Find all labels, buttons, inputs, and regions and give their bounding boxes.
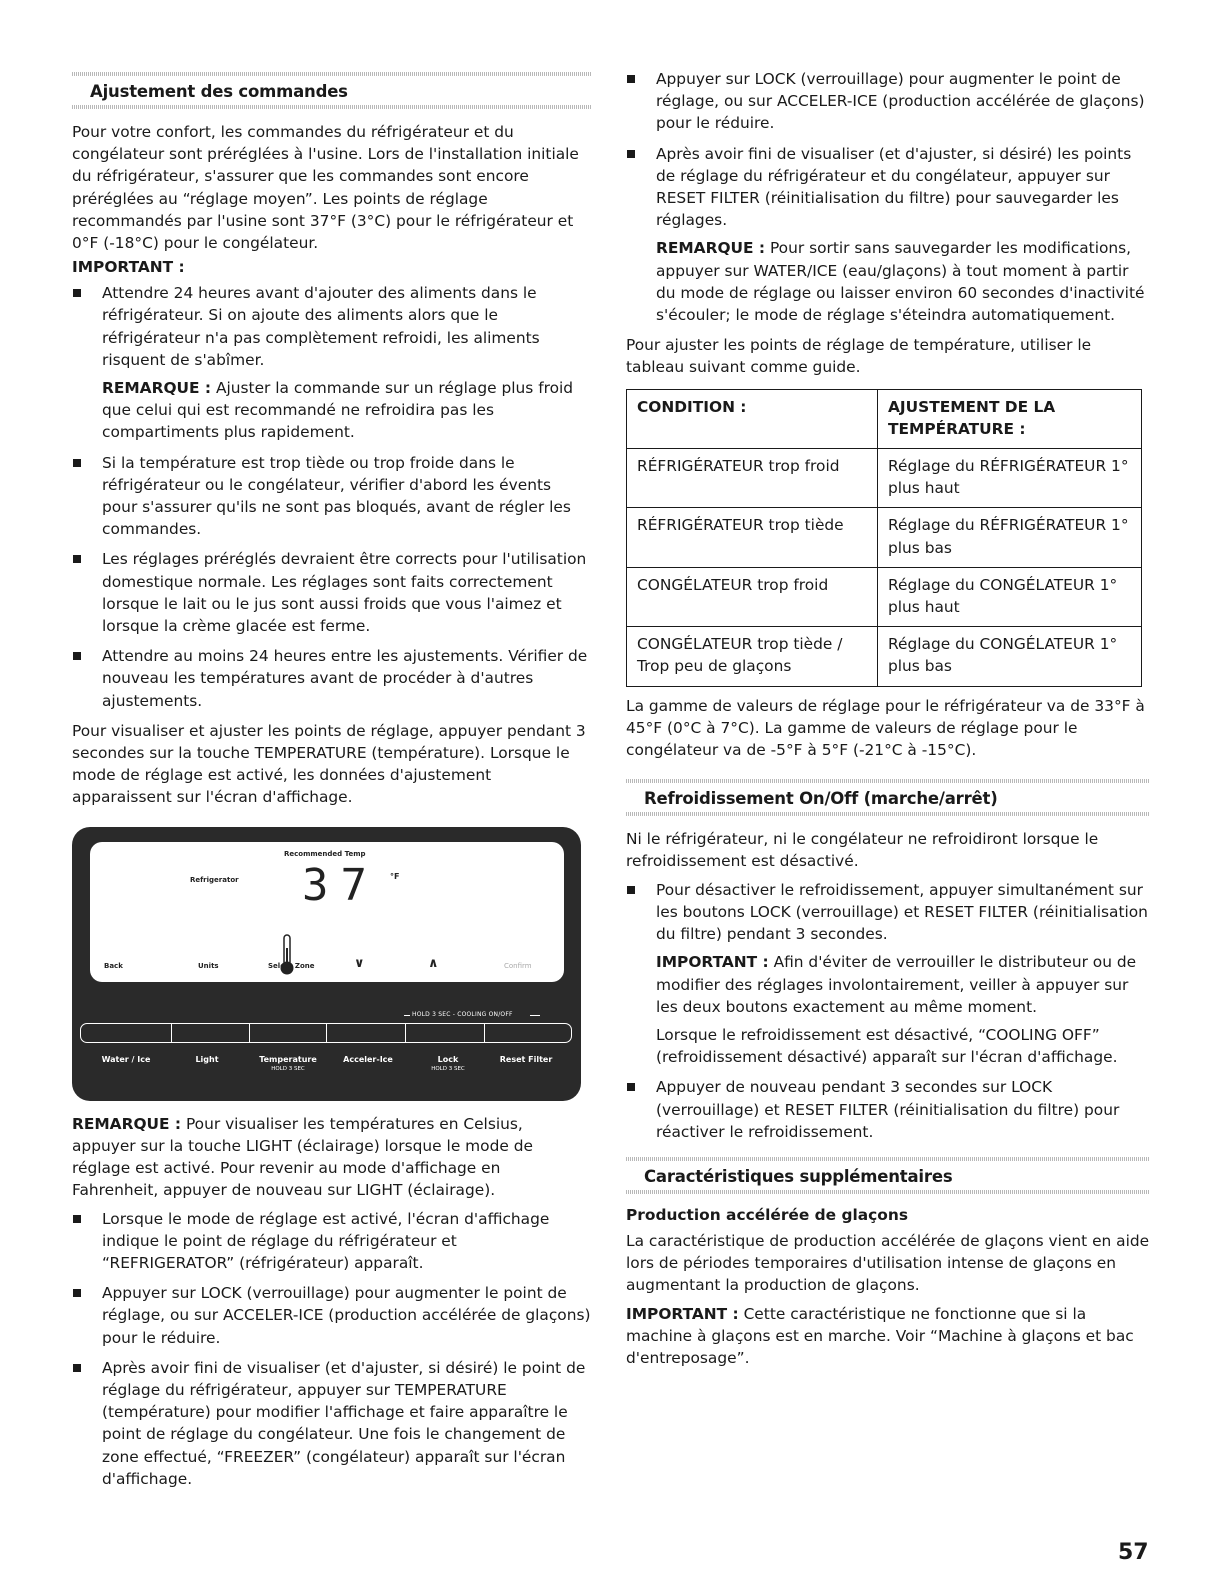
water-ice-button[interactable]: Water / Ice — [101, 1054, 151, 1064]
acceler-ice-button[interactable]: Acceler-Ice — [343, 1054, 393, 1064]
bullet-square-icon — [73, 459, 81, 467]
important-paragraph: IMPORTANT : Afin d'éviter de verrouiller le distributeur ou de modifier des réglages involontairement, veiller à appuyer sur les deux boutons exactement au même moment. — [656, 953, 1137, 1016]
lock-button[interactable]: Lock — [437, 1054, 459, 1064]
recommended-temp-label: Recommended Temp — [284, 849, 366, 858]
list-item: Les réglages préréglés devraient être corrects pour l'utilisation domestique normale. Les réglages sont faits correctement lorsque le lait ou le jus sont aussi froids que vous l'aimez et lorsque la crème glacée est ferme. — [72, 548, 591, 637]
cooling-off-paragraph: Lorsque le refroidissement est désactivé, “COOLING OFF” (refroidissement désactivé) apparaît sur l'écran d'affichage. — [656, 1025, 1118, 1067]
control-panel-illustration — [72, 827, 581, 1101]
section-title: Refroidissement On/Off (marche/arrêt) — [644, 789, 998, 809]
bullet-square-icon — [73, 289, 81, 297]
back-label: Back — [104, 961, 123, 970]
section-header — [626, 1153, 1150, 1194]
temperature-digits: 37 — [302, 859, 379, 911]
table-cell: Réglage du RÉFRIGÉRATEUR 1° plus haut — [878, 449, 1142, 508]
accel-ice-paragraph: La caractéristique de production accélérée de glaçons vient en aide lors de périodes temporaires d'utilisation intense de glaçons en augmentant la production de glaçons. — [626, 1231, 1150, 1295]
bullet-square-icon — [73, 1289, 81, 1297]
bullet-list — [626, 879, 1150, 1143]
temperature-button[interactable]: Temperature — [259, 1054, 317, 1064]
important-paragraph: IMPORTANT : Cette caractéristique ne fonctionne que si la machine à glaçons est en marche. Voir “Machine à glaçons et bac d'entreposage”. — [626, 1304, 1134, 1367]
table-row — [627, 627, 1142, 686]
chevron-up-icon: ∧ — [428, 955, 439, 971]
view-paragraph: Pour visualiser et ajuster les points de réglage, appuyer pendant 3 secondes sur la touche TEMPERATURE (température). Lorsque le mode de réglage est activé, les données d'ajustement apparaissent sur l'écran d'affichage. — [72, 721, 586, 807]
section-header — [72, 68, 591, 109]
table-cell: Réglage du CONGÉLATEUR 1° plus haut — [878, 567, 1142, 626]
chevron-down-icon: ∨ — [354, 955, 365, 971]
list-item: Lorsque le mode de réglage est activé, l'écran d'affichage indique le point de réglage du réfrigérateur et “REFRIGERATOR” (réfrigérateur) apparaît. — [72, 1208, 591, 1275]
confirm-label: Confirm — [504, 961, 532, 970]
section-title: Caractéristiques supplémentaires — [644, 1166, 953, 1186]
bullet-square-icon — [627, 1083, 635, 1091]
bullet-list — [72, 282, 591, 712]
lock-hold-label: HOLD 3 SEC — [431, 1065, 465, 1072]
right-column — [626, 68, 1150, 1369]
select-zone-label: Select Zone — [268, 961, 315, 970]
cooling-hint: HOLD 3 SEC - COOLING ON/OFF — [412, 1010, 513, 1018]
reset-filter-button[interactable]: Reset Filter — [499, 1054, 553, 1064]
unit-label: °F — [390, 871, 400, 881]
list-item: Après avoir fini de visualiser (et d'ajuster, si désiré) les points de réglage du réfrigérateur et du congélateur, appuyer sur RESET FILTER (réinitialisation du filtre) pour sauvegarder les réglages. REMARQUE : Pour sortir sans sauvegarder les modifications, appuyer sur WATER/ICE (eau/glaçons) à tout moment à partir du mode de réglage ou laisser environ 60 secondes d'inactivité s'écouler; le mode de réglage s'éteindra automatiquement. — [626, 143, 1150, 327]
table-intro: Pour ajuster les points de réglage de température, utiliser le tableau suivant comme guide. — [626, 336, 1092, 377]
bullet-list — [72, 1208, 591, 1490]
list-item: Appuyer sur LOCK (verrouillage) pour augmenter le point de réglage, ou sur ACCELER-ICE (production accélérée de glaçons) pour le réduire. — [626, 68, 1150, 135]
table-cell: CONGÉLATEUR trop tiède / Trop peu de glaçons — [627, 627, 878, 686]
table-cell: CONGÉLATEUR trop froid — [627, 567, 878, 626]
bullet-square-icon — [73, 652, 81, 660]
left-column — [72, 68, 591, 1498]
note-paragraph: REMARQUE : Pour visualiser les températures en Celsius, appuyer sur la touche LIGHT (éclairage) lorsque le mode de réglage est activé. Pour revenir au mode d'affichage en Fahrenheit, appuyer de nouveau sur LIGHT (éclairage). — [72, 1114, 533, 1200]
table-row — [627, 508, 1142, 567]
bullet-square-icon — [73, 555, 81, 563]
table-cell: RÉFRIGÉRATEUR trop froid — [627, 449, 878, 508]
note-paragraph: REMARQUE : Ajuster la commande sur un réglage plus froid que celui qui est recommandé ne refroidira pas les compartiments plus rapidement. — [102, 379, 574, 442]
display-screen — [90, 842, 564, 982]
list-item: Attendre 24 heures avant d'ajouter des aliments dans le réfrigérateur. Si on ajoute des aliments alors que le réfrigérateur n'a pas complètement refroidi, les aliments risquent de s'abîmer. REMARQUE : Ajuster la commande sur un réglage plus froid que celui qui est recommandé ne refroidira pas les compartiments plus rapidement. — [72, 282, 591, 443]
button-strip — [80, 1023, 573, 1045]
intro-paragraph: Pour votre confort, les commandes du réfrigérateur et du congélateur sont préréglées à l'usine. Lors de l'installation initiale du réfrigérateur, s'assurer que les commandes sont encore préréglées au “réglage moyen”. Les points de réglage recommandés par l'usine sont 37°F (3°C) pour le réfrigérateur et 0°F (-18°C) pour le congélateur. — [72, 123, 579, 253]
temperature-table — [626, 389, 1142, 687]
units-label: Units — [198, 961, 219, 970]
table-row — [627, 567, 1142, 626]
list-item: Appuyer sur LOCK (verrouillage) pour augmenter le point de réglage, ou sur ACCELER-ICE (production accélérée de glaçons) pour le réduire. — [72, 1282, 591, 1349]
bullet-square-icon — [627, 150, 635, 158]
list-item: Après avoir fini de visualiser (et d'ajuster, si désiré) le point de réglage du réfrigérateur, appuyer sur TEMPERATURE (température) pour modifier l'affichage et faire apparaître le point de réglage du congélateur. Une fois le changement de zone effectué, “FREEZER” (congélateur) apparaît sur l'écran d'affichage. — [72, 1357, 591, 1490]
table-header-row — [627, 389, 1142, 448]
bullet-square-icon — [627, 886, 635, 894]
list-item: Appuyer de nouveau pendant 3 secondes sur LOCK (verrouillage) et RESET FILTER (réinitialisation du filtre) pour réactiver le refroidissement. — [626, 1076, 1150, 1143]
bullet-square-icon — [73, 1364, 81, 1372]
note-paragraph: REMARQUE : Pour sortir sans sauvegarder les modifications, appuyer sur WATER/ICE (eau/glaçons) à tout moment à partir du mode de réglage ou laisser environ 60 secondes d'inactivité s'écouler; le mode de réglage s'éteindra automatiquement. — [656, 239, 1145, 325]
table-row — [627, 449, 1142, 508]
range-paragraph: La gamme de valeurs de réglage pour le réfrigérateur va de 33°F à 45°F (0°C à 7°C). La gamme de valeurs de réglage pour le congélateur va de -5°F à 5°F (-21°C à -15°C). — [626, 696, 1145, 760]
important-label: IMPORTANT : — [72, 258, 185, 277]
subsection-title: Production accélérée de glaçons — [626, 1205, 908, 1224]
table-header-cell: AJUSTEMENT DE LA TEMPÉRATURE : — [878, 389, 1142, 448]
section-header — [626, 775, 1150, 816]
zone-label: Refrigerator — [190, 875, 239, 884]
table-cell: Réglage du CONGÉLATEUR 1° plus bas — [878, 627, 1142, 686]
table-cell: RÉFRIGÉRATEUR trop tiède — [627, 508, 878, 567]
table-cell: Réglage du RÉFRIGÉRATEUR 1° plus bas — [878, 508, 1142, 567]
table-header-cell: CONDITION : — [627, 389, 878, 448]
light-button[interactable]: Light — [195, 1054, 219, 1064]
cooling-intro: Ni le réfrigérateur, ni le congélateur ne refroidiront lorsque le refroidissement est désactivé. — [626, 830, 1099, 871]
temperature-hold-label: HOLD 3 SEC — [271, 1065, 305, 1072]
list-item: Attendre au moins 24 heures entre les ajustements. Vérifier de nouveau les températures avant de procéder à d'autres ajustements. — [72, 645, 591, 712]
bullet-list — [626, 68, 1150, 326]
section-title: Ajustement des commandes — [90, 82, 348, 101]
list-item: Si la température est trop tiède ou trop froide dans le réfrigérateur ou le congélateur, vérifier d'abord les évents pour s'assurer qu'ils ne sont pas bloqués, avant de régler les commandes. — [72, 452, 591, 541]
bullet-square-icon — [627, 75, 635, 83]
list-item: Pour désactiver le refroidissement, appuyer simultanément sur les boutons LOCK (verrouillage) et RESET FILTER (réinitialisation du filtre) pendant 3 secondes. IMPORTANT : Afin d'éviter de verrouiller le distributeur ou de modifier des réglages involontairement, veiller à appuyer sur les deux boutons exactement au même moment. Lorsque le refroidissement est désactivé, “COOLING OFF” (refroidissement désactivé) apparaît sur l'écran d'affichage. — [626, 879, 1150, 1069]
bullet-square-icon — [73, 1215, 81, 1223]
page-number: 57 — [1118, 1540, 1149, 1565]
